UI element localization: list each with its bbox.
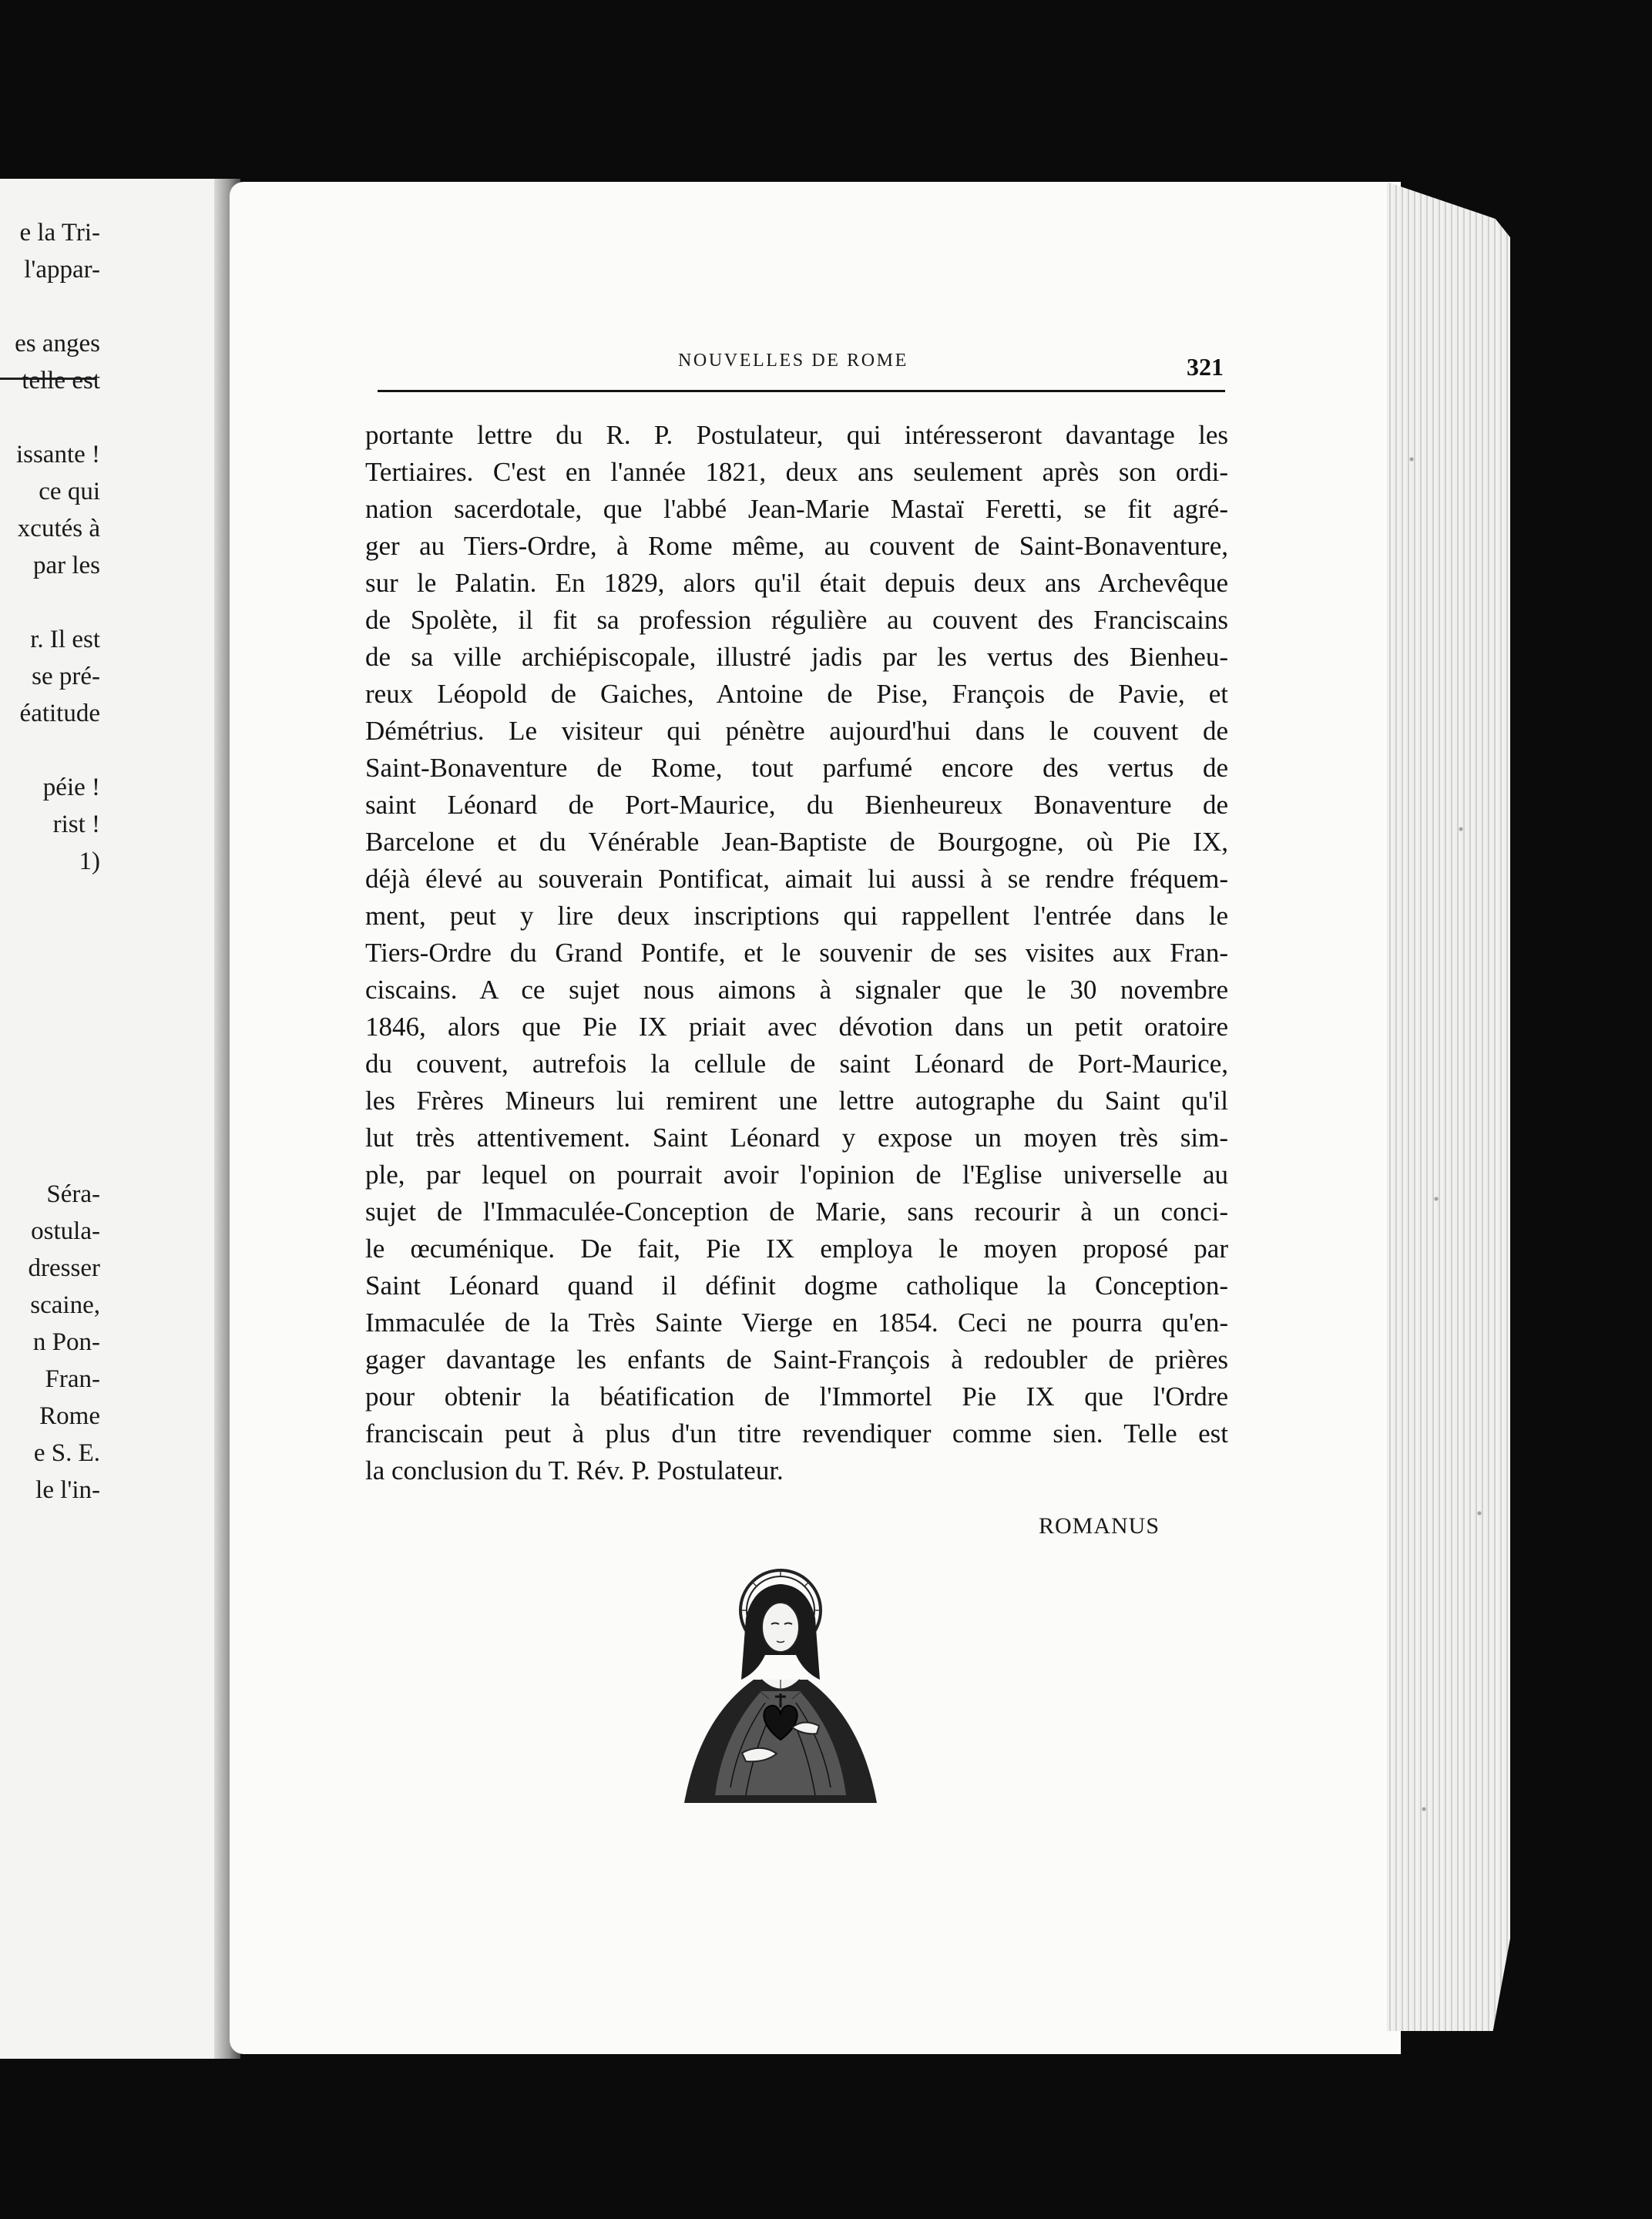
text-line: lut très attentivement. Saint Léonard y expose un moyen très sim- <box>365 1123 1228 1153</box>
text-line: saint Léonard de Port-Maurice, du Bienheureux Bonaventure de <box>365 790 1228 820</box>
page-edges <box>1387 182 1510 2031</box>
text-line: ger au Tiers-Ordre, à Rome même, au couvent de Saint-Bonaventure, <box>365 531 1228 561</box>
facing-page-text-fragment: ce qui <box>39 478 100 505</box>
facing-page-text-fragment: n Pon- <box>32 1328 100 1356</box>
running-title: NOUVELLES DE ROME <box>678 351 908 371</box>
facing-page-text-fragment: e S. E. <box>33 1439 100 1467</box>
text-line: de Spolète, il fit sa profession régulière au couvent des Franciscains <box>365 605 1228 635</box>
text-line: Tiers-Ordre du Grand Pontife, et le souvenir de ses visites aux Fran- <box>365 938 1228 968</box>
facing-page-text-fragment: éatitude <box>19 700 100 727</box>
facing-page-text-fragment: 1) <box>79 848 100 875</box>
facing-page-text-fragment: par les <box>32 552 100 579</box>
text-line: sujet de l'Immaculée-Conception de Marie, sans recourir à un conci- <box>365 1197 1228 1227</box>
body-text <box>365 417 1228 1489</box>
text-line: nation sacerdotale, que l'abbé Jean-Marie Mastaï Feretti, se fit agré- <box>365 494 1228 524</box>
facing-page-text-fragment: e la Tri- <box>19 219 100 247</box>
text-line: Saint-Bonaventure de Rome, tout parfumé encore des vertus de <box>365 753 1228 783</box>
sacred-heart-vignette-icon <box>669 1564 892 1811</box>
facing-page-text-fragment: l'appar- <box>24 256 100 284</box>
text-line: Démétrius. Le visiteur qui pénètre aujourd'hui dans le couvent de <box>365 716 1228 746</box>
text-line: Saint Léonard quand il définit dogme catholique la Conception- <box>365 1271 1228 1301</box>
text-line: portante lettre du R. P. Postulateur, qui intéresseront davantage les <box>365 420 1228 450</box>
text-line: de sa ville archiépiscopale, illustré jadis par les vertus des Bienheu- <box>365 642 1228 672</box>
text-line: Immaculée de la Très Sainte Vierge en 1854. Ceci ne pourra qu'en- <box>365 1308 1228 1338</box>
facing-page-text-fragment: Séra- <box>46 1180 100 1208</box>
facing-page-text-fragment: dresser <box>28 1254 100 1282</box>
text-line: le œcuménique. De fait, Pie IX employa le moyen proposé par <box>365 1234 1228 1264</box>
text-line: 1846, alors que Pie IX priait avec dévotion dans un petit oratoire <box>365 1012 1228 1042</box>
facing-page-text-fragment: issante ! <box>15 441 100 468</box>
facing-page-text-fragment: scaine, <box>30 1291 100 1319</box>
facing-page-text-fragment: ostula- <box>31 1217 100 1245</box>
facing-page <box>0 179 230 2059</box>
text-line: pour obtenir la béatification de l'Immortel Pie IX que l'Ordre <box>365 1381 1228 1412</box>
text-line: franciscain peut à plus d'un titre revendiquer comme sien. Telle est <box>365 1418 1228 1449</box>
facing-page-text-fragment: rist ! <box>52 811 100 838</box>
header-rule <box>378 390 1225 392</box>
facing-page-text-fragment: le l'in- <box>35 1476 100 1504</box>
facing-page-text-fragment: Fran- <box>45 1365 100 1393</box>
facing-page-text-fragment: r. Il est <box>30 626 100 653</box>
text-line: Barcelone et du Vénérable Jean-Baptiste de Bourgogne, où Pie IX, <box>365 827 1228 857</box>
text-line: gager davantage les enfants de Saint-François à redoubler de prières <box>365 1344 1228 1375</box>
text-line: la conclusion du T. Rév. P. Postulateur. <box>365 1455 784 1485</box>
text-line: ciscains. A ce sujet nous aimons à signaler que le 30 novembre <box>365 975 1228 1005</box>
page-number: 321 <box>1187 353 1224 381</box>
facing-page-text-fragment: telle est <box>22 367 100 394</box>
facing-page-text-fragment: se pré- <box>32 663 100 690</box>
facing-page-text-fragment: Rome <box>39 1402 100 1430</box>
text-line: du couvent, autrefois la cellule de saint Léonard de Port-Maurice, <box>365 1049 1228 1079</box>
text-line: sur le Palatin. En 1829, alors qu'il était depuis deux ans Archevêque <box>365 568 1228 598</box>
text-line: ment, peut y lire deux inscriptions qui rappellent l'entrée dans le <box>365 901 1228 931</box>
text-line: déjà élevé au souverain Pontificat, aimait lui aussi à se rendre fréquem- <box>365 864 1228 894</box>
facing-page-text-fragment: es anges <box>15 330 100 358</box>
text-line: ple, par lequel on pourrait avoir l'opinion de l'Eglise universelle au <box>365 1160 1228 1190</box>
facing-page-text-fragment: péie ! <box>42 774 100 801</box>
author-signature: ROMANUS <box>1039 1513 1160 1539</box>
text-line: reux Léopold de Gaiches, Antoine de Pise, François de Pavie, et <box>365 679 1228 709</box>
text-line: les Frères Mineurs lui remirent une lettre autographe du Saint qu'il <box>365 1086 1228 1116</box>
text-line: Tertiaires. C'est en l'année 1821, deux ans seulement après son ordi- <box>365 457 1228 487</box>
facing-page-text-fragment: xcutés à <box>17 515 100 542</box>
